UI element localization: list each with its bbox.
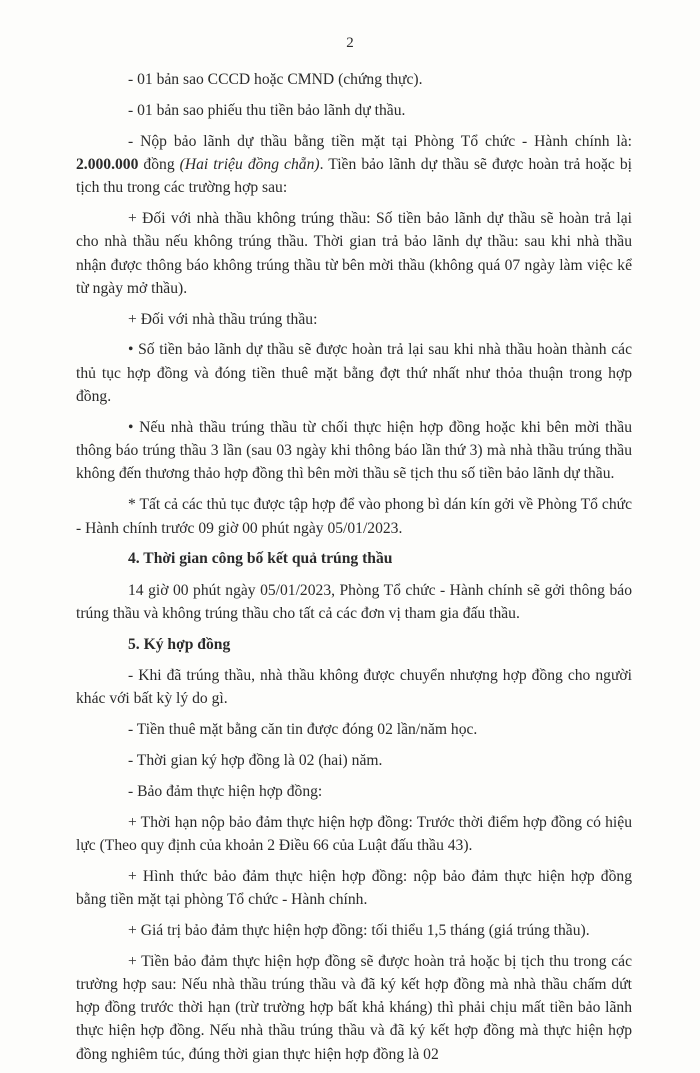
- paragraph: + Thời hạn nộp bảo đảm thực hiện hợp đồng: Trước thời điểm hợp đồng có hiệu lực (Theo quy định của khoản 2 Điều 66 của Luật đấu thầu 43).: [76, 813, 632, 854]
- paragraph: • Nếu nhà thầu trúng thầu từ chối thực hiện hợp đồng hoặc khi bên mời thầu thông báo trúng thầu 3 lần (sau 03 ngày khi thông báo lần thứ 3) mà nhà thầu trúng thầu không đến thương thảo hợp đồng thì bên mời thầu sẽ tịch thu số tiền bảo lãnh dự thầu.: [76, 418, 632, 483]
- paragraph: • Số tiền bảo lãnh dự thầu sẽ được hoàn trả lại sau khi nhà thầu hoàn thành các thủ tục hợp đồng và đóng tiền thuê mặt bằng đợt thứ nhất như thỏa thuận trong hợp đồng.: [76, 341, 632, 406]
- paragraph: - 01 bản sao phiếu thu tiền bảo lãnh dự thầu.: [128, 101, 406, 119]
- paragraph: + Tiền bảo đảm thực hiện hợp đồng sẽ được hoàn trả hoặc bị tịch thu trong các trường hợp sau: Nếu nhà thầu trúng thầu và đã ký kết hợp đồng mà nhà thầu chấm dứt hợp đồng trước thời hạn (trừ trường hợp bất khả kháng) thì phải chịu mất tiền bảo lãnh thực hiện hợp đồng. Nếu nhà thầu trúng thầu và đã ký kết hợp đồng mà thực hiện hợp đồng nghiêm túc, đúng thời gian thực hiện hợp đồng là 02: [76, 952, 632, 1063]
- text-run: (Hai triệu đồng chẵn): [179, 155, 320, 173]
- paragraph: + Hình thức bảo đảm thực hiện hợp đồng: nộp bảo đảm thực hiện hợp đồng bằng tiền mặt tại phòng Tổ chức - Hành chính.: [76, 867, 632, 908]
- text-run: đồng: [138, 155, 180, 173]
- paragraph: - Tiền thuê mặt bằng căn tin được đóng 02 lần/năm học.: [128, 721, 478, 739]
- paragraph: - 01 bản sao CCCD hoặc CMND (chứng thực).: [128, 71, 423, 88]
- section-heading: 5. Ký hợp đồng: [128, 635, 231, 653]
- paragraph: - Khi đã trúng thầu, nhà thầu không được chuyển nhượng hợp đồng cho người khác với bất kỳ lý do gì.: [76, 667, 632, 708]
- paragraph: [76, 130, 632, 200]
- paragraph: - Thời gian ký hợp đồng là 02 (hai) năm.: [128, 751, 383, 769]
- paragraph: * Tất cả các thủ tục được tập hợp để vào phong bì dán kín gởi về Phòng Tổ chức - Hành chính trước 09 giờ 00 phút ngày 05/01/2023.: [76, 496, 632, 537]
- text-run: 2.000.000: [76, 155, 139, 173]
- paragraph: 14 giờ 00 phút ngày 05/01/2023, Phòng Tổ chức - Hành chính sẽ gởi thông báo trúng thầu và không trúng thầu cho tất cả các đơn vị tham gia đấu thầu.: [76, 581, 632, 622]
- text-run: . Tiền bảo lãnh dự thầu sẽ được hoàn trả hoặc bị tịch thu trong các trường hợp sau:: [76, 155, 632, 197]
- section-heading: 4. Thời gian công bố kết quả trúng thầu: [128, 550, 393, 568]
- paragraph: + Đối với nhà thầu trúng thầu:: [128, 310, 318, 328]
- text-run: - Nộp bảo lãnh dự thầu bằng tiền mặt tại Phòng Tổ chức - Hành chính là:: [128, 132, 632, 150]
- paragraph: + Giá trị bảo đảm thực hiện hợp đồng: tối thiểu 1,5 tháng (giá trúng thầu).: [128, 921, 590, 939]
- paragraph: + Đối với nhà thầu không trúng thầu: Số tiền bảo lãnh dự thầu sẽ hoàn trả lại cho nhà thầu nếu không trúng thầu. Thời gian trả bảo lãnh dự thầu: sau khi nhà thầu nhận được thông báo không trúng thầu từ bên mời thầu (không quá 07 ngày làm việc kể từ ngày mở thầu).: [76, 209, 632, 297]
- paragraph: - Bảo đảm thực hiện hợp đồng:: [128, 782, 323, 800]
- document-body: [76, 68, 632, 1073]
- page-number: 2: [346, 35, 354, 51]
